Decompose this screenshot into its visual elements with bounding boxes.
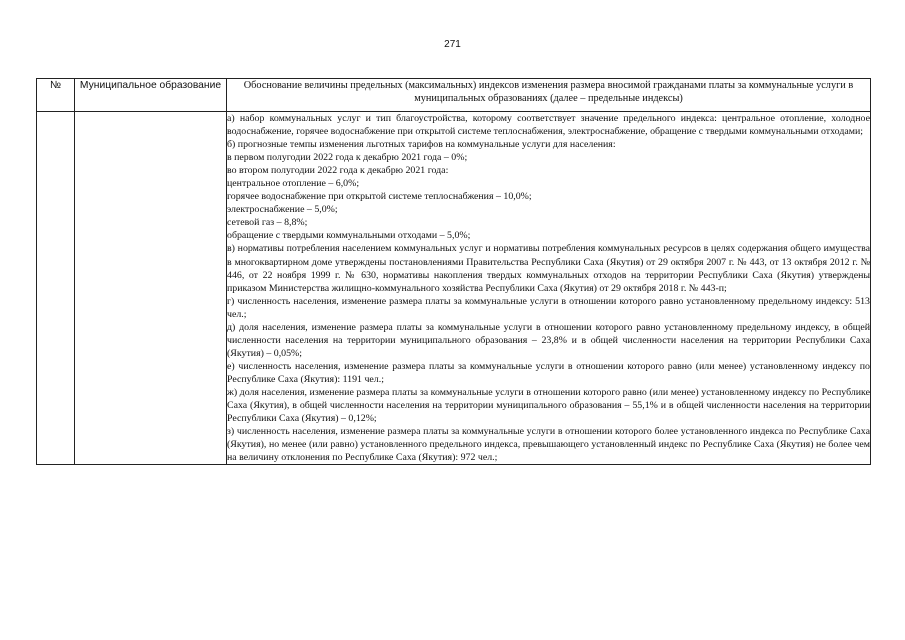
paragraph-v: в) нормативы потребления населением коммунальных услуг и нормативы потребления коммунальных ресурсов в целях содержания общего имущества в многоквартирном доме утверждены постановлениями Правительства Республики Саха (Якутия) от 29 октября 2007 г. № 443, от 13 октября 2012 г. № 446, от 22 ноября 1999 г. № 630, нормативы накопления твердых коммунальных отходов на территории Республики Саха (Якутия) утверждены приказом Министерства жилищно-коммунального хозяйства Республики Саха (Якутия) от 29 октября 2018 г. № 443-п; <box>227 243 870 294</box>
justification-table <box>36 78 871 465</box>
cell-number <box>37 112 75 465</box>
header-justification: Обоснование величины предельных (максимальных) индексов изменения размера вносимой гражданами платы за коммунальные услуги в муниципальных образованиях (далее – предельные индексы) <box>227 79 871 112</box>
cell-municipality <box>75 112 227 465</box>
paragraph-b-waste: обращение с твердыми коммунальными отходами – 5,0%; <box>227 230 471 242</box>
paragraph-b-first-half: в первом полугодии 2022 года к декабрю 2021 года – 0%; <box>227 152 468 164</box>
paragraph-b-hot-water: горячее водоснабжение при открытой системе теплоснабжения – 10,0%; <box>227 191 532 203</box>
page-number: 271 <box>444 39 461 50</box>
table-row <box>37 112 871 465</box>
header-number: № <box>37 79 75 112</box>
paragraph-a: а) набор коммунальных услуг и тип благоустройства, которому соответствует значение предельного индекса: центральное отопление, холодное водоснабжение, горячее водоснабжение при открытой системе теплоснабжения, электроснабжение, обращение с твердыми коммунальными отходами; <box>227 113 870 138</box>
paragraph-b-heating: центральное отопление – 6,0%; <box>227 178 360 190</box>
paragraph-g: г) численность населения, изменение размера платы за коммунальные услуги в отношении которого равно установленному предельному индексу: 513 чел.; <box>227 295 870 320</box>
paragraph-d: д) доля населения, изменение размера платы за коммунальные услуги в отношении которого равно установленному предельному индексу, в общей численности населения на территории муниципального образования – 23,8% и в общей численности населения на территории Республики Саха (Якутия) – 0,05%; <box>227 321 870 359</box>
paragraph-b-gas: сетевой газ – 8,8%; <box>227 217 308 229</box>
table-header-row <box>37 79 871 112</box>
header-municipality: Муниципальное образование <box>75 79 227 112</box>
paragraph-b-second-half: во втором полугодии 2022 года к декабрю 2021 года: <box>227 165 449 177</box>
paragraph-z: з) численность населения, изменение размера платы за коммунальные услуги в отношении которого более установленного индекса по Республике Саха (Якутия), но менее (или равно) установленного предельного индекса, превышающего установленный индекс по Республике Саха (Якутия) не более чем на величину отклонения по Республике Саха (Якутия): 972 чел.; <box>227 426 870 464</box>
cell-justification <box>227 112 871 465</box>
paragraph-b: б) прогнозные темпы изменения льготных тарифов на коммунальные услуги для населения: <box>227 139 616 151</box>
paragraph-e: е) численность населения, изменение размера платы за коммунальные услуги в отношении которого равно (или менее) установленному индексу по Республике Саха (Якутия): 1191 чел.; <box>227 360 870 385</box>
paragraph-b-electricity: электроснабжение – 5,0%; <box>227 204 338 216</box>
paragraph-zh: ж) доля населения, изменение размера платы за коммунальные услуги в отношении которого равно (или менее) установленному индексу по Республике Саха (Якутия), в общей численности населения на территории муниципального образования – 55,1% и в общей численности населения на территории Республики Саха (Якутия) – 0,12%; <box>227 386 870 425</box>
